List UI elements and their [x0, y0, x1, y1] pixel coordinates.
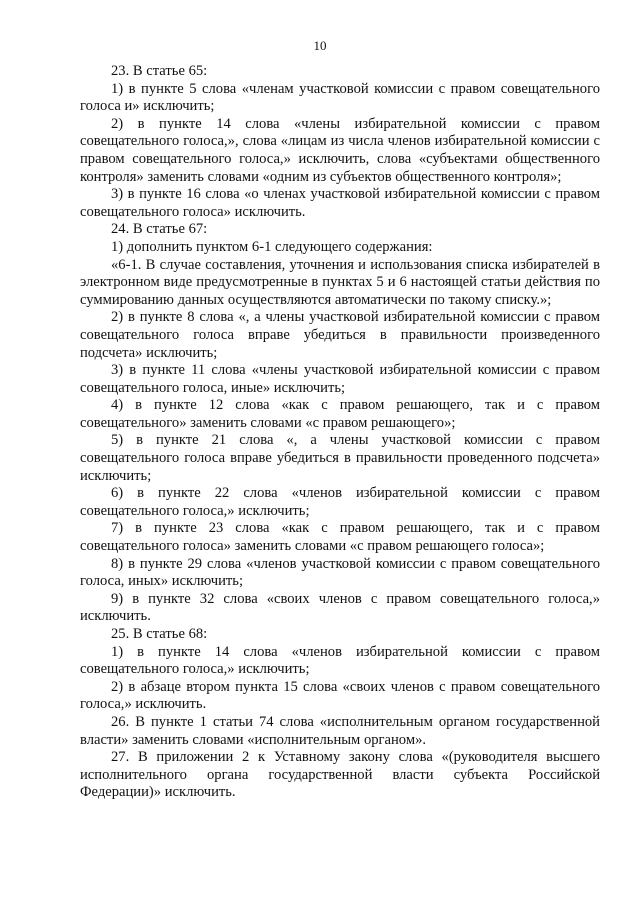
page-number: 10	[313, 38, 327, 53]
document-body	[80, 63, 600, 802]
article-heading: 23. В статье 65:	[111, 63, 208, 79]
amendment-item: 2) в пункте 8 слова «, а члены участковой избирательной комиссии с правом совещательного голоса вправе убедиться в правильности произведенного подсчета» исключить;	[80, 309, 600, 361]
amendment-item: 3) в пункте 16 слова «о членах участковой избирательной комиссии с правом совещательного голоса» исключить.	[80, 186, 600, 220]
amendment-item: 26. В пункте 1 статьи 74 слова «исполнительным органом государственной власти» заменить словами «исполнительным органом».	[80, 713, 600, 748]
amendment-item: 2) в пункте 14 слова «члены избирательной комиссии с правом совещательного голоса,», слова «лицам из числа членов избирательной комиссии с правом совещательного голоса,» исключить, слова «субъектами общественного контроля» заменить словами «одним из субъектов общественного контроля»;	[80, 115, 600, 185]
amendment-item: 1) в пункте 14 слова «членов избирательной комиссии с правом совещательного голоса,» исключить;	[80, 643, 600, 678]
amendment-item: 8) в пункте 29 слова «членов участковой комиссии с правом совещательного голоса, иных» исключить;	[80, 555, 600, 590]
amendment-item: 2) в абзаце втором пункта 15 слова «своих членов с правом совещательного голоса,» исключить.	[80, 678, 600, 713]
amendment-item: 1) дополнить пунктом 6-1 следующего содержания:	[111, 238, 433, 255]
quoted-clause: «6-1. В случае составления, уточнения и использования списка избирателей в электронном виде предусмотренные в пунктах 5 и 6 настоящей статьи действия по суммированию данных осуществляются автоматически по такому списку.»;	[80, 256, 600, 308]
amendment-item: 5) в пункте 21 слова «, а члены участковой комиссии с правом совещательного голоса вправе убедиться в правильности проведенного подсчета» исключить;	[80, 432, 600, 484]
amendment-item: 27. В приложении 2 к Уставному закону слова «(руководителя высшего исполнительного органа государственной власти субъекта Российской Федерации)» исключить.	[80, 749, 600, 801]
amendment-item: 1) в пункте 5 слова «членам участковой комиссии с правом совещательного голоса и» исключить;	[80, 80, 600, 115]
amendment-item: 9) в пункте 32 слова «своих членов с правом совещательного голоса,» исключить.	[80, 590, 600, 625]
amendment-item: 4) в пункте 12 слова «как с правом решающего, так и с правом совещательного» заменить словами «с правом решающего»;	[80, 397, 600, 431]
amendment-item: 3) в пункте 11 слова «члены участковой избирательной комиссии с правом совещательного голоса, иные» исключить;	[80, 362, 600, 396]
amendment-item: 7) в пункте 23 слова «как с правом решающего, так и с правом совещательного голоса» заменить словами «с правом решающего голоса»;	[80, 520, 600, 555]
amendment-item: 6) в пункте 22 слова «членов избирательной комиссии с правом совещательного голоса,» исключить;	[80, 485, 600, 519]
article-heading: 24. В статье 67:	[111, 221, 208, 238]
article-heading: 25. В статье 68:	[111, 626, 208, 642]
